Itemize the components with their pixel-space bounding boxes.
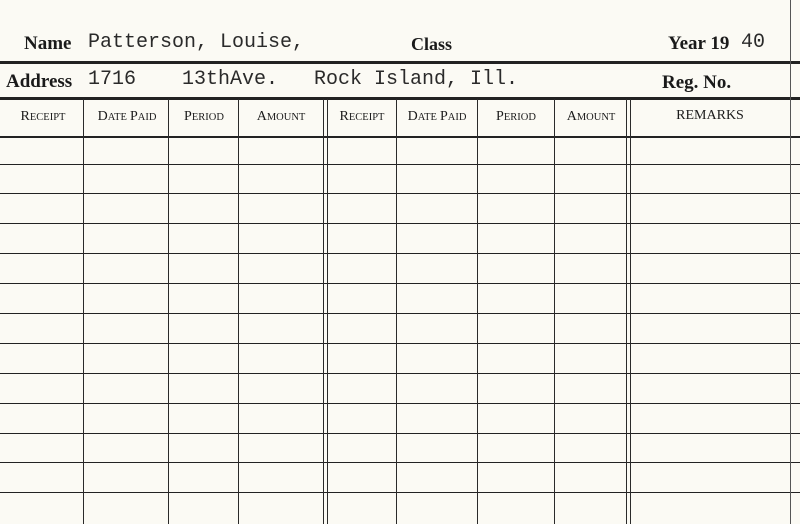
column-line [168,99,169,524]
address-city: Rock Island, Ill. [314,68,519,91]
row-line [0,492,800,493]
header-date-paid-1: DATE PAID [97,109,157,124]
column-line [477,99,478,524]
column-line [327,99,328,524]
header-amount-2: AMOUNT [566,109,616,124]
header-date-paid-2: DATE PAID [407,109,467,124]
header-bottom-rule [0,136,800,138]
row-line [0,283,800,284]
column-line [626,99,627,524]
header-period-2: PERIOD [496,109,536,124]
address-label: Address [6,71,73,92]
column-line [554,99,555,524]
column-line [396,99,397,524]
table-top-border [0,97,800,100]
class-label: Class [411,34,453,54]
row-line [0,343,800,344]
header-period-1: PERIOD [184,109,224,124]
row-line [0,223,800,224]
header-receipt-2: RECEIPT [339,109,385,124]
row-line [0,462,800,463]
column-line [83,99,84,524]
row-line [0,253,800,254]
row-line [0,373,800,374]
header-divider [0,61,800,64]
column-line [630,99,631,524]
year-label: Year 19 [668,33,730,54]
row-line [0,313,800,314]
address-street: 13thAve. [182,68,279,91]
name-label: Name [24,33,72,54]
card-right-edge [790,0,791,524]
row-line [0,193,800,194]
year-value: 40 [741,31,766,54]
address-number: 1716 [88,68,137,91]
row-line [0,403,800,404]
header-remarks: REMARKS [676,108,744,123]
header-receipt-1: RECEIPT [20,109,66,124]
header-amount-1: AMOUNT [256,109,306,124]
row-line [0,433,800,434]
name-value: Patterson, Louise, [88,31,305,54]
column-line [238,99,239,524]
reg-no-label: Reg. No. [662,72,732,93]
row-line [0,164,800,165]
column-line [323,99,324,524]
